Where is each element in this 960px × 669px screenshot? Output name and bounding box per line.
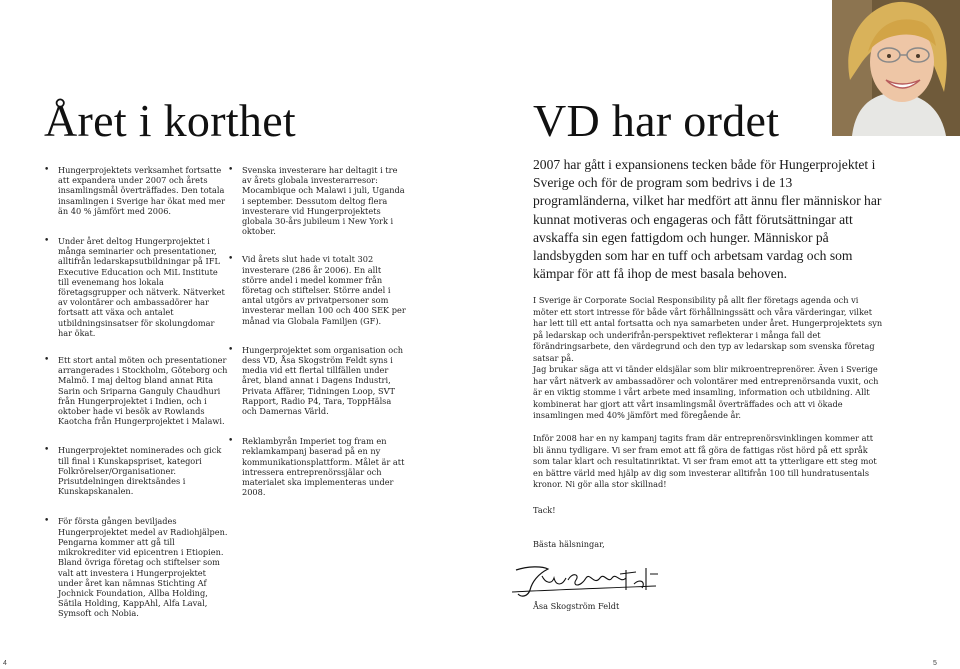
body-paragraph: Inför 2008 har en ny kampanj tagits fram där entreprenörsvinklingen kommer att bli ännu tydligare. Vi ser fram emot att få göra de fattigas röst hörd på ett språk som talar klart och resultatinriktat. Vi ser fram emot att ta ytterligare ett steg mot en bättre värld med hjälp av dig som investerar alltifrån 100 till hundratusentals kronor. Ni gör alla stor skillnad! [533,433,877,490]
page-number-right: 5 [933,660,937,667]
list-item: • Ett stort antal möten och presentationer arrangerades i Stockholm, Göteborg och Malmö. I maj deltog bland annat Rita Sarin och Sriparna Ganguly Chaudhuri från Hungerprojektet i Indien, och i oktober hade vi besök av Rowlands Kaotcha från Hungerprojektet i Malawi. [44,355,230,426]
list-item: • Vid årets slut hade vi totalt 302 investerare (286 år 2006). En allt större andel i medel kommer från företag och stiftelser. Större andel i antal utgörs av privatpersoner som investerar mellan 100 och 400 SEK per månad via Globala Familjen (GF). [228,254,408,325]
page-title-aret-i-korthet: Året i korthet [44,95,297,146]
highlights-column-1 [44,165,230,632]
ceo-portrait-photo [832,0,960,136]
handwritten-signature [508,560,660,602]
highlights-column-2 [228,165,408,510]
signer-name: Åsa Skogström Feldt [533,601,620,611]
page-number-left: 4 [3,660,7,667]
page-title-vd-har-ordet: VD har ordet [533,95,780,146]
list-item: • För första gången beviljades Hungerprojektet medel av Radiohjälpen. Pengarna kommer att gå till mikrokrediter vid epicentren i Etiopien. Bland övriga företag och stiftelser som valt att investera i Hungerprojektet under året kan nämnas Stichting Af Jochnick Foundation, Allba Holding, Sätila Holding, KappAhl, Alfa Laval, Symsoft och Nobia. [44,516,230,618]
list-item: • Under året deltog Hungerprojektet i många seminarier och presentationer, alltifrån ledarskapsutbildningar på IFL Executive Education och MiL Institute till evenemang hos lokala företagsgrupper och nätverk. Nätverket av volontärer och ambassadörer har fortsatt att växa och antalet utbildningsinsatser för skolungdomar har ökat. [44,236,230,338]
closing-greeting: Bästa hälsningar, [533,539,605,549]
body-paragraph: I Sverige är Corporate Social Responsibility på allt fler företags agenda och vi möter ett stort intresse för både vårt förhållningssätt och våra värderingar, vilket har lett till ett antal fortsatta och nya samarbeten under året. Hungerprojektets syn på ledarskap och underifrån-perspektivet reflekterar i många fall det förändringsarbete, den värdegrund och den typ av ledarskap som svenska företag satsar på. [533,295,883,363]
lead-paragraph: 2007 har gått i expansionens tecken både för Hungerprojektet i Sverige och för de program som bedrivs i de 13 programländerna, vilket har medfört att ännu fler människor har kunnat motiveras och engageras och fått förutsättningar att avskaffa sin egen fattigdom och hunger. Människor på landsbygden som har en tuff och arbetsam vardag och som kämpar för att få ihop de mest basala behoven. [533,157,882,282]
list-item: • Reklambyrån Imperiet tog fram en reklamkampanj baserad på en ny kommunikationsplattform. Målet är att intressera entreprenörssjälar och materialet ska implementeras under 2008. [228,436,408,497]
list-item: • Hungerprojektets verksamhet fortsatte att expandera under 2007 och årets insamlingsmål överträffades. Den totala insamlingen i Sverige har ökat med mer än 40 % jämfört med 2006. [44,165,230,216]
list-item: • Svenska investerare har deltagit i tre av årets globala investerarresor: Mocambique och Malawi i juli, Uganda i september. Dessutom deltog flera investerare vid Hungerprojektets globala 30-års jubileum i New York i oktober. [228,165,408,236]
list-item: • Hungerprojektet nominerades och gick till final i Kunskapspriset, kategori Folkrörelser/Organisationer. Prisutdelningen direktsändes i Kunskapskanalen. [44,445,230,496]
body-paragraph: Jag brukar säga att vi tänder eldsjälar som blir mikroentreprenörer. Även i Sverige har vårt nätverk av ambassadörer och volontärer med entreprenörsanda vuxit, och är en viktig stomme i vårt arbete med insamling, information och utbildning. Allt kombinerat har gjort att vårt insamlingsmål överträffades och att vi ökade insamlingen med 40% jämfört med föregående år. [533,364,879,421]
portrait-image [832,0,960,136]
closing-thanks: Tack! [533,505,556,515]
list-item: • Hungerprojektet som organisation och dess VD, Åsa Skogström Feldt syns i media vid ett flertal tillfällen under året, bland annat i Dagens Industri, Privata Affärer, Tidningen Loop, SVT Rapport, Radio P4, Tara, ToppHälsa och Damernas Värld. [228,345,408,416]
